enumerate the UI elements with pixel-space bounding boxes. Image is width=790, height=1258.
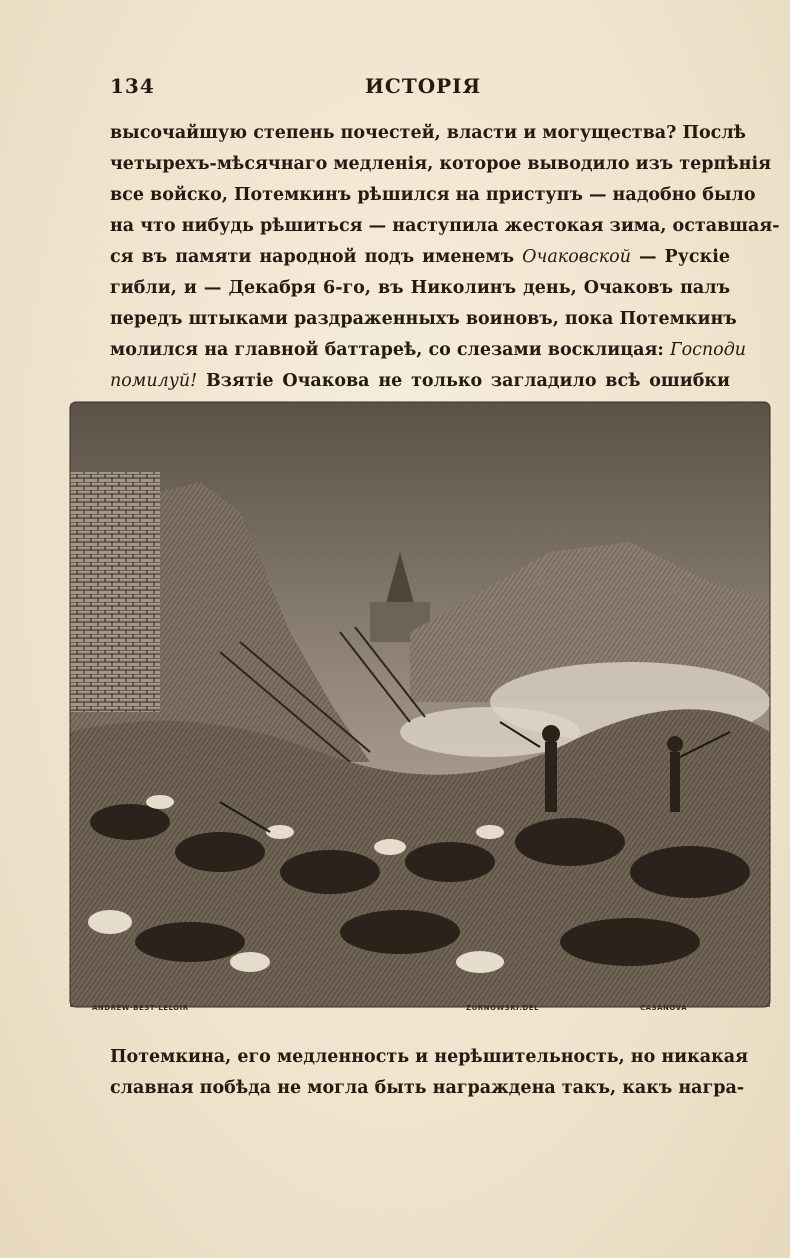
body-text-top — [110, 118, 780, 397]
text-line: четырехъ-мѣсячнаго медленія, которое выводило изъ терпѣнія — [110, 154, 772, 174]
text-segment: ся въ памяти народной подъ именемъ — [110, 247, 515, 267]
italic-term: помилуй! — [110, 371, 198, 391]
running-head: ИСТОРІЯ — [365, 74, 482, 98]
text-line: на что нибудь рѣшиться — наступила жестокая зима, оставшая- — [110, 216, 780, 236]
text-segment: — Рускіе — [639, 247, 730, 267]
italic-term: Господи — [669, 340, 747, 360]
fortress-wall — [70, 472, 160, 712]
text-line: славная побѣда не могла быть награждена такъ, какъ награ- — [110, 1078, 745, 1098]
text-segment: Взятіе Очакова не только загладило всѣ ошибки — [206, 371, 730, 391]
page-header — [110, 74, 730, 104]
text-line: Потемкина, его медленность и нерѣшительность, но никакая — [110, 1047, 749, 1067]
text-line: все войско, Потемкинъ рѣшился на приступъ — надобно было — [110, 185, 756, 205]
ochakov-assault-engraving — [70, 402, 770, 1012]
text-line — [110, 366, 730, 397]
text-line: гибли, и — Декабря 6-го, въ Николинъ день, Очаковъ палъ — [110, 278, 730, 298]
engraver-credit: ANDREW·BEST·LELOIR — [92, 1004, 189, 1012]
text-line — [110, 242, 730, 273]
engraver-credit-right: CASANOVA — [640, 1004, 687, 1012]
artist-credit: ZURNOWSKI.DEL — [466, 1004, 539, 1012]
text-line: высочайшую степень почестей, власти и могущества? Послѣ — [110, 123, 746, 143]
text-segment: молился на главной баттареѣ, со слезами восклицая: — [110, 340, 664, 360]
italic-term: Очаковской — [522, 247, 631, 267]
text-line — [110, 335, 747, 366]
body-text-bottom — [110, 1042, 749, 1104]
page-number: 134 — [110, 74, 155, 98]
text-line: передъ штыками раздраженныхъ воиновъ, пока Потемкинъ — [110, 309, 737, 329]
engraving-illustration — [70, 402, 770, 1012]
